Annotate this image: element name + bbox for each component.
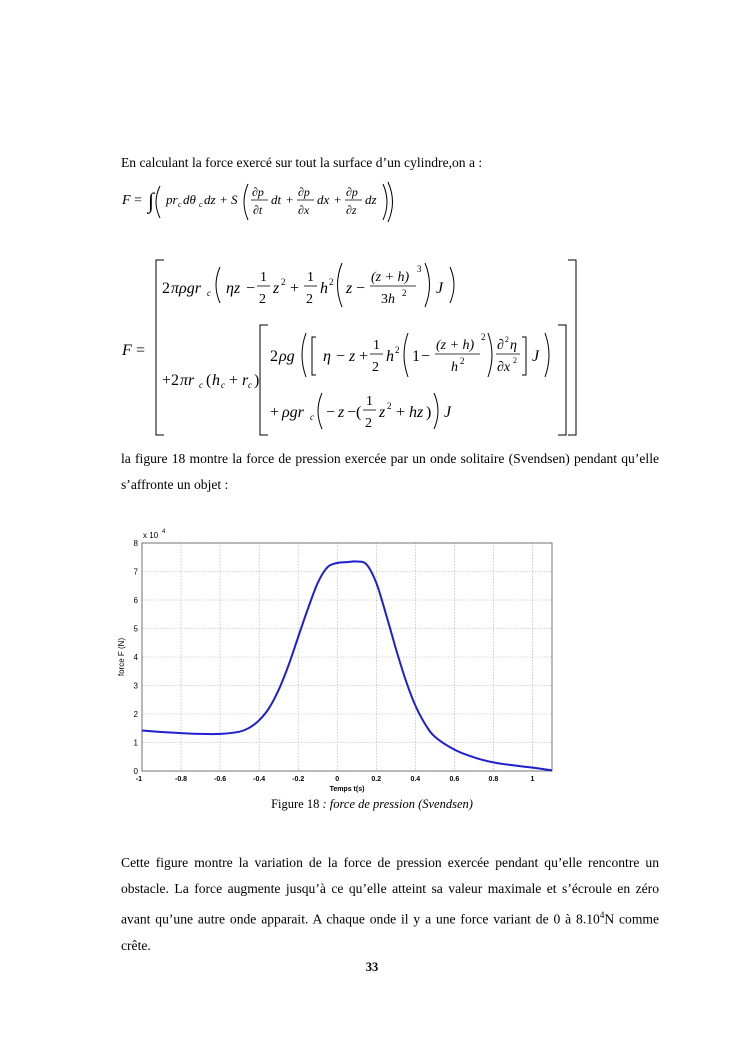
conclusion-end: N comme crête. [121, 911, 659, 953]
svg-text:2: 2 [505, 335, 509, 344]
svg-text:+: + [290, 280, 300, 297]
svg-text:hz: hz [409, 404, 424, 421]
chart-line-layer [142, 561, 552, 770]
force-integral-equation [120, 178, 420, 226]
x-tick-label: 0.2 [371, 776, 382, 783]
svg-text:S: S [231, 192, 238, 207]
x-tick-label: -0.4 [253, 776, 266, 783]
x-tick-label: 0.4 [410, 776, 421, 783]
svg-text:3: 3 [417, 264, 422, 274]
svg-text:+: + [359, 348, 369, 365]
x-tick-label: -1 [135, 776, 142, 783]
svg-text:2: 2 [281, 277, 286, 287]
svg-text:−: − [336, 348, 346, 365]
x-tick-label: -0.6 [214, 776, 227, 783]
svg-text:dz: dz [204, 192, 216, 207]
svg-text:dt: dt [271, 192, 282, 207]
svg-text:1: 1 [366, 394, 373, 409]
svg-text:h: h [320, 280, 328, 297]
svg-text:η: η [510, 338, 517, 353]
svg-text:h: h [212, 372, 220, 389]
y-tick-label: 8 [133, 539, 138, 548]
svg-text:−: − [356, 280, 366, 297]
svg-text:ηz: ηz [226, 280, 241, 297]
svg-text:η: η [323, 348, 331, 365]
svg-text:+2: +2 [162, 372, 180, 389]
svg-text:+: + [220, 192, 228, 207]
svg-text:1: 1 [373, 338, 380, 353]
svg-text:dx: dx [317, 192, 330, 207]
svg-text:(z + h): (z + h) [371, 270, 410, 285]
svg-text:2: 2 [460, 356, 465, 366]
svg-text:c: c [199, 380, 203, 390]
svg-text:h: h [451, 360, 458, 375]
svg-text:3h: 3h [381, 292, 395, 307]
svg-text:r: r [242, 372, 249, 389]
svg-text:2: 2 [402, 288, 407, 298]
svg-text:c: c [199, 200, 203, 209]
svg-text:1: 1 [412, 348, 420, 365]
svg-text:h: h [386, 348, 394, 365]
svg-text:+: + [334, 192, 342, 207]
svg-text:ρg: ρg [279, 348, 295, 365]
svg-text:2: 2 [395, 345, 400, 355]
y-multiplier-exponent: 4 [162, 529, 166, 535]
svg-text:pr: pr [166, 192, 178, 207]
svg-text:−: − [421, 348, 431, 365]
x-tick-label: 1 [530, 776, 535, 783]
svg-text:∂p: ∂p [298, 185, 310, 199]
y-multiplier-label: x 10 [143, 531, 159, 540]
svg-text:c: c [310, 412, 314, 422]
caption-text: : force de pression (Svendsen) [319, 797, 473, 811]
svg-text:dz: dz [365, 192, 377, 207]
svg-text:∂z: ∂z [346, 203, 357, 217]
svg-text:∂x: ∂x [298, 203, 310, 217]
x-tick-label: 0.6 [449, 776, 460, 783]
svg-text:(: ( [206, 372, 212, 389]
svg-text:J: J [444, 404, 452, 421]
y-tick-label: 0 [133, 767, 138, 776]
svg-text:z: z [379, 404, 386, 421]
svg-text:): ) [426, 404, 432, 421]
svg-text:+: + [286, 192, 294, 207]
y-tick-label: 2 [133, 710, 138, 719]
x-tick-label: -0.2 [292, 776, 305, 783]
force-chart [110, 525, 560, 795]
force-expanded-equation [120, 255, 590, 440]
x-tick-label: -0.8 [175, 776, 188, 783]
svg-text:πρgr: πρgr [171, 280, 201, 297]
svg-text:dθ: dθ [183, 192, 196, 207]
svg-text:=: = [134, 193, 142, 208]
svg-text:2: 2 [481, 332, 486, 342]
svg-text:c: c [207, 288, 211, 298]
svg-text:∫: ∫ [148, 188, 155, 213]
svg-text:z: z [273, 280, 280, 297]
svg-text:+: + [270, 404, 280, 421]
svg-text:2: 2 [162, 280, 170, 297]
svg-text:c: c [178, 200, 182, 209]
svg-text:πr: πr [180, 372, 195, 389]
svg-text:c: c [221, 380, 225, 390]
svg-text:+: + [396, 404, 406, 421]
svg-text:2: 2 [372, 360, 379, 375]
svg-text:∂: ∂ [497, 338, 504, 353]
series-line [142, 561, 552, 770]
svg-text:2: 2 [329, 277, 334, 287]
svg-text:z: z [338, 404, 345, 421]
y-tick-label: 3 [133, 681, 138, 691]
svg-text:(z + h): (z + h) [436, 338, 475, 353]
svg-text:=: = [136, 342, 146, 359]
svg-text:z: z [346, 280, 353, 297]
svg-text:1: 1 [260, 270, 267, 285]
svg-text:2: 2 [259, 292, 266, 307]
svg-text:∂p: ∂p [346, 185, 358, 199]
y-tick-label: 5 [133, 624, 138, 634]
svg-text:∂t: ∂t [253, 203, 263, 217]
svg-text:F: F [122, 193, 131, 208]
svg-text:−: − [246, 280, 256, 297]
svg-text:ρgr: ρgr [282, 404, 304, 421]
svg-text:J: J [436, 280, 444, 297]
conclusion-exponent: 4 [599, 910, 605, 920]
svg-text:−(: −( [347, 404, 362, 421]
chart-grid [142, 543, 552, 771]
y-tick-label: 4 [133, 653, 138, 662]
y-tick-label: 1 [133, 738, 138, 748]
svg-text:c: c [248, 380, 252, 390]
svg-text:∂x: ∂x [497, 360, 511, 375]
svg-text:2: 2 [270, 348, 278, 365]
y-tick-label: 7 [133, 567, 138, 577]
conclusion-text [121, 850, 659, 959]
intro-text: En calculant la force exercé sur tout la surface d’un cylindre,on a : [121, 155, 483, 170]
chart-ticks [134, 539, 535, 783]
svg-text:2: 2 [387, 401, 392, 411]
x-tick-label: 0.8 [488, 776, 499, 783]
x-axis-label: Temps t(s) [329, 786, 365, 793]
conclusion-main: Cette figure montre la variation de la force de pression exercée pendant qu’elle rencontre un obstacle. La force augmente jusqu’à ce qu’elle atteint sa valeur maximale et s’écroule en zéro avant qu’une autre onde apparait. A chaque onde il y a une force variant de 0 à 8.10 [121, 855, 659, 927]
svg-text:∂p: ∂p [252, 185, 264, 199]
svg-text:−: − [326, 404, 336, 421]
svg-text:1: 1 [307, 270, 314, 285]
svg-text:+: + [229, 372, 239, 389]
svg-text:J: J [532, 348, 540, 365]
svg-text:z: z [349, 348, 356, 365]
page-number: 33 [365, 960, 379, 974]
y-tick-label: 6 [133, 596, 138, 605]
figure-caption [0, 797, 744, 812]
figure-intro-text: la figure 18 montre la force de pression exercée par un onde solitaire (Svendsen) pendant qu’elle s’affronte un objet : [121, 451, 659, 492]
svg-text:2: 2 [365, 416, 372, 431]
svg-text:2: 2 [513, 356, 517, 365]
x-tick-label: 0 [335, 776, 340, 783]
svg-text:F: F [122, 342, 132, 359]
y-axis-label: force F (N) [117, 637, 126, 677]
svg-text:2: 2 [306, 292, 313, 307]
svg-text:): ) [254, 372, 260, 389]
caption-label: Figure 18 [271, 797, 320, 811]
